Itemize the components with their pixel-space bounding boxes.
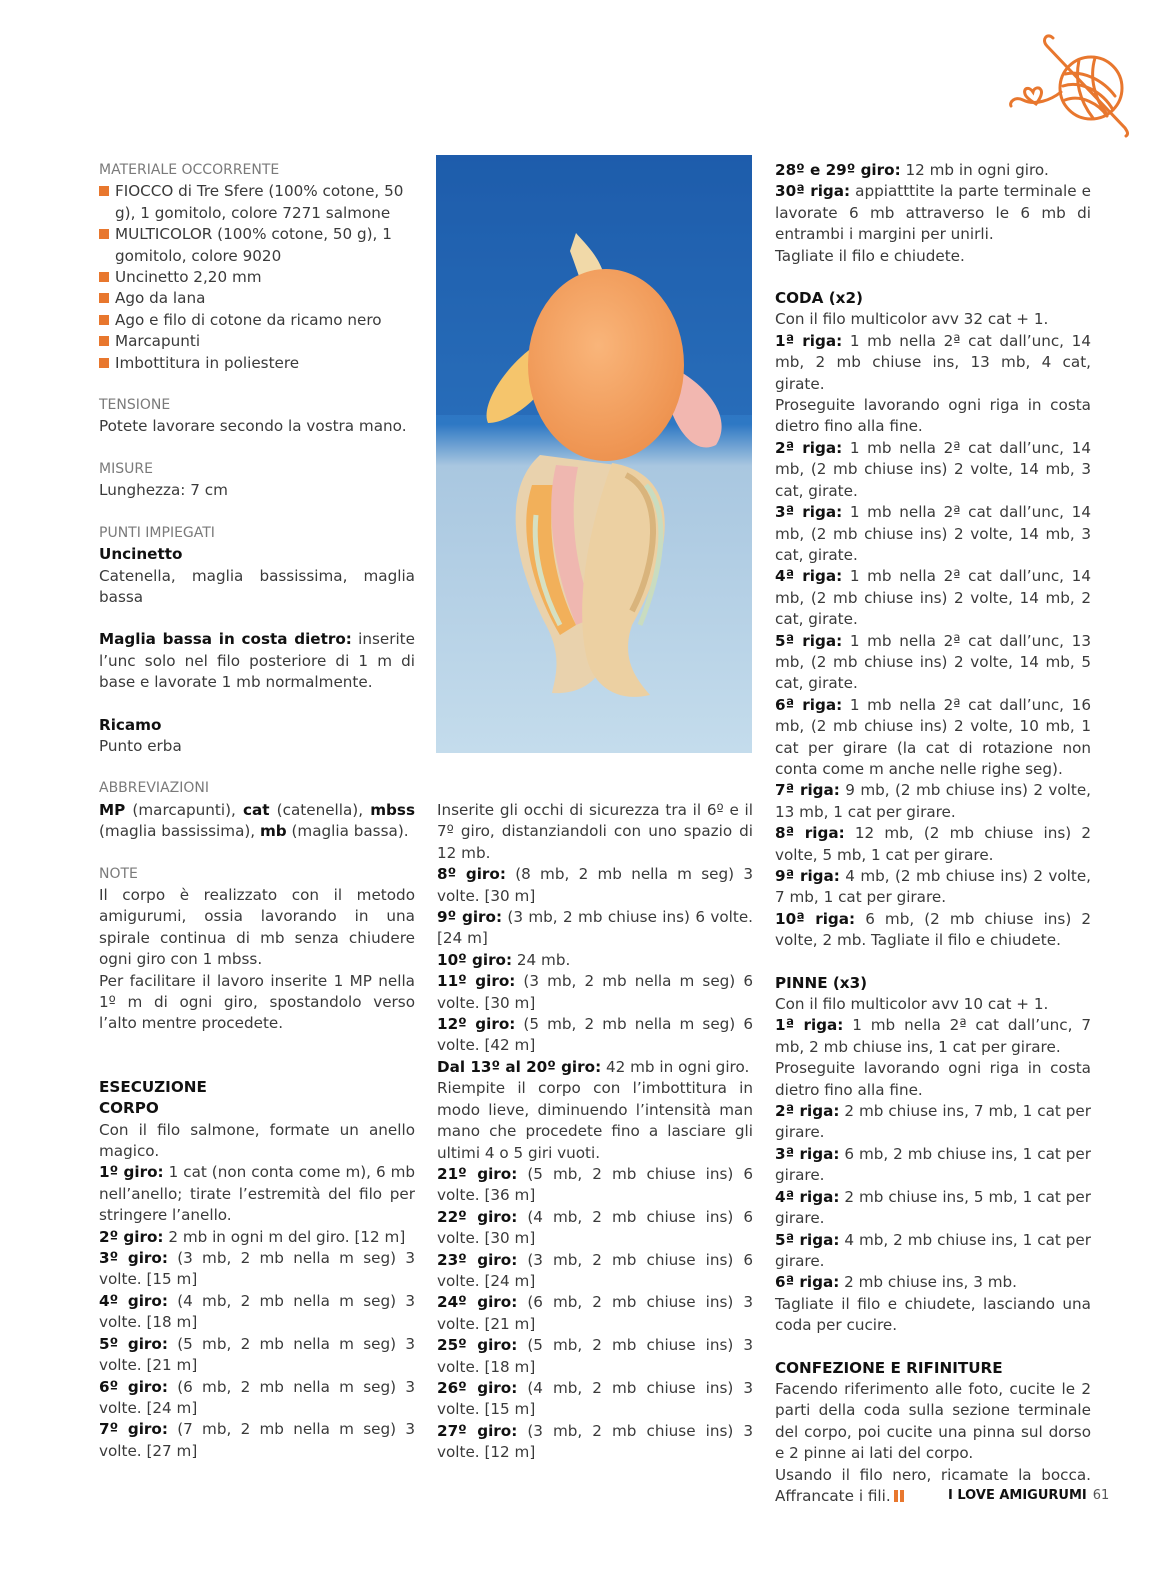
row-text: 2 mb chiuse ins, 7 mb, 1 cat per girare.: [775, 1102, 1092, 1142]
uncinetto-text: Catenella, maglia bassissima, maglia bassa: [99, 566, 415, 606]
abbrev-key: mb: [259, 822, 287, 841]
row-text: (3 mb, 2 mb chiuse ins) 3 volte. [12 m]: [437, 1421, 754, 1462]
pattern-row: [775, 1101, 1091, 1144]
row-text: 42 mb in ogni giro.: [601, 1057, 750, 1076]
yarn-ball-logo-icon: [1003, 30, 1135, 138]
column-left: [99, 160, 415, 1462]
punti-label: PUNTI IMPIEGATI: [99, 524, 215, 541]
row-text: (5 mb, 2 mb nella m seg) 6 volte. [42 m]: [437, 1015, 753, 1055]
misure-text: Lunghezza: 7 cm: [99, 481, 228, 500]
row-label: 3ª riga:: [775, 1144, 840, 1163]
note-label: NOTE: [99, 865, 138, 882]
row-text: 12 mb in ogni giro.: [900, 161, 1049, 179]
row-text: 1 mb nella 2ª cat dall’unc, 14 mb, (2 mb chiuse ins) 2 volte, 14 mb, 3 cat, girate.: [775, 438, 1092, 500]
tensione-text: Potete lavorare secondo la vostra mano.: [99, 417, 407, 436]
row-label: Dal 13º al 20º giro:: [437, 1057, 602, 1076]
pinne-heading: PINNE (x3): [775, 973, 868, 992]
row-text: (3 mb, 2 mb nella m seg) 6 volte. [30 m]: [437, 972, 753, 1012]
pattern-row: [437, 1057, 753, 1078]
esecuzione-heading: ESECUZIONE: [99, 1077, 207, 1096]
row-text: (4 mb, 2 mb nella m seg) 3 volte. [18 m]: [99, 1291, 415, 1332]
pattern-row: [775, 1187, 1091, 1230]
list-item: FIOCCO di Tre Sfere (100% cotone, 50 g), 1 gomitolo, colore 7271 salmone: [99, 181, 415, 224]
column-right: [775, 160, 1091, 1507]
confezione-heading: CONFEZIONE E RIFINITURE: [775, 1358, 1003, 1377]
abbrev-key: cat: [243, 800, 270, 819]
confezione-text: Facendo riferimento alle foto, cucite le 2 parti della coda sulla sezione terminale del corpo, poi cucite una pinna sul dorso e 2 pinne ai lati del corpo.: [775, 1379, 1091, 1463]
row-text: 4 mb, (2 mb chiuse ins) 2 volte, 7 mb, 1 cat per girare.: [775, 867, 1091, 907]
abbrev-key: mbss: [370, 800, 415, 819]
row-label: 25º giro:: [437, 1336, 518, 1355]
row-text: (3 mb, 2 mb nella m seg) 3 volte. [15 m]: [99, 1249, 415, 1289]
row-label: 6º giro:: [99, 1377, 168, 1396]
pattern-row: [775, 1272, 1091, 1293]
row-text: (3 mb, 2 mb chiuse ins) 6 volte. [24 m]: [437, 908, 753, 948]
row-text: 2 mb chiuse ins, 5 mb, 1 cat per girare.: [775, 1187, 1092, 1228]
row-label: 30ª riga:: [775, 182, 851, 201]
list-item: Marcapunti: [99, 331, 415, 352]
list-item: Imbottitura in poliestere: [99, 353, 415, 374]
end-mark-icon: [894, 1490, 898, 1502]
occhi-text: Inserite gli occhi di sicurezza tra il 6º e il 7º giro, distanziandoli con uno spazio di 12 mb.: [437, 801, 753, 862]
row-text: (6 mb, 2 mb chiuse ins) 3 volte. [21 m]: [437, 1293, 754, 1333]
row-label: 3º giro:: [99, 1249, 168, 1268]
pattern-row: [99, 1377, 415, 1420]
pattern-row: [437, 864, 753, 907]
row-text: 1 mb nella 2ª cat dall’unc, 14 mb, 2 mb chiuse ins, 13 mb, 4 cat, girate.: [775, 331, 1092, 393]
pattern-row: [99, 1291, 415, 1334]
tensione-label: TENSIONE: [99, 397, 171, 414]
pattern-row: [775, 1230, 1091, 1273]
row-text: 1 mb nella 2ª cat dall’unc, 14 mb, (2 mb chiuse ins) 2 volte, 14 mb, 2 cat, girate.: [775, 567, 1092, 629]
row-label: 21º giro:: [437, 1164, 518, 1183]
corpo-heading: CORPO: [99, 1099, 159, 1118]
row-label: 1ª riga:: [775, 1016, 844, 1035]
materiale-label: MATERIALE OCCORRENTE: [99, 162, 280, 178]
pattern-row: [99, 1227, 415, 1248]
row-label: 10ª riga:: [775, 909, 856, 928]
page-number: 61: [1092, 1488, 1110, 1503]
amigurumi-fish-photo: [436, 155, 752, 753]
pattern-row: [775, 502, 1091, 566]
pattern-row: [437, 971, 753, 1014]
row-label: 4ª riga:: [775, 567, 843, 586]
note-text: Per facilitare il lavoro inserite 1 MP nella 1º m di ogni giro, spostandolo verso l’alto mentre procedete.: [99, 971, 415, 1033]
row-label: 23º giro:: [437, 1250, 518, 1269]
ricamo-heading: Ricamo: [99, 715, 162, 734]
pattern-row: [775, 866, 1091, 909]
row-label: 22º giro:: [437, 1207, 518, 1226]
uncinetto-heading: Uncinetto: [99, 545, 183, 564]
row-label: 24º giro:: [437, 1293, 518, 1312]
row-label: 6ª riga:: [775, 1273, 840, 1292]
abbrev-value: (maglia bassissima),: [99, 822, 260, 841]
coda-prose: Proseguite lavorando ogni riga in costa dietro fino alla fine.: [775, 396, 1091, 436]
row-text: (5 mb, 2 mb chiuse ins) 3 volte. [18 m]: [437, 1336, 754, 1376]
row-text: 6 mb, (2 mb chiuse ins) 2 volte, 2 mb. Tagliate il filo e chiudete.: [775, 909, 1091, 950]
row-label: 26º giro:: [437, 1378, 518, 1397]
row-label: 2ª riga:: [775, 438, 843, 457]
row-text: (4 mb, 2 mb chiuse ins) 6 volte. [30 m]: [437, 1207, 754, 1248]
pattern-row: [437, 1164, 753, 1207]
materials-list: [99, 181, 415, 374]
pinne-end: Tagliate il filo e chiudete, lasciando una coda per cucire.: [775, 1294, 1091, 1335]
riempite-text: Riempite il corpo con l’imbottitura in modo lieve, diminuendo l’intensità man mano che procedete fino a lasciare gli ultimi 4 o 5 giri vuoti.: [437, 1079, 753, 1162]
row-text: 1 mb nella 2ª cat dall’unc, 14 mb, (2 mb chiuse ins) 2 volte, 14 mb, 3 cat, girate.: [775, 503, 1092, 564]
row-label: 1º giro:: [99, 1163, 164, 1182]
row-text: 1 mb nella 2ª cat dall’unc, 7 mb, 2 mb chiuse ins, 1 cat per girare.: [775, 1016, 1092, 1056]
abbrev-value: (maglia bassa).: [286, 822, 409, 841]
abbrev-value: (catenella),: [269, 800, 371, 819]
pinne-prose: Proseguite lavorando ogni riga in costa dietro fino alla fine.: [775, 1059, 1091, 1099]
magazine-name: I LOVE AMIGURUMI: [948, 1488, 1087, 1503]
row-label: 5ª riga:: [775, 1230, 840, 1249]
row-text: 2 mb in ogni m del giro. [12 m]: [163, 1227, 406, 1246]
row-text: 9 mb, (2 mb chiuse ins) 2 volte, 13 mb, 1 cat per girare.: [775, 781, 1091, 821]
row-text: (5 mb, 2 mb chiuse ins) 6 volte. [36 m]: [437, 1164, 754, 1205]
pattern-row: [437, 1014, 753, 1057]
row-text: 2 mb chiuse ins, 3 mb.: [839, 1273, 1017, 1292]
tagliate-text: Tagliate il filo e chiudete.: [775, 246, 965, 265]
row-text: (8 mb, 2 mb nella m seg) 3 volte. [30 m]: [437, 865, 753, 905]
end-mark-icon: [900, 1490, 904, 1502]
row-label: 9ª riga:: [775, 867, 840, 885]
pattern-row: [775, 566, 1091, 630]
list-item: Ago da lana: [99, 288, 415, 309]
pattern-row: [437, 1207, 753, 1250]
abbrev-key: MP: [99, 800, 126, 819]
row-label: 3ª riga:: [775, 503, 843, 522]
row-text: (7 mb, 2 mb nella m seg) 3 volte. [27 m]: [99, 1420, 415, 1460]
pattern-row: [99, 1334, 415, 1377]
abbreviazioni-text: [99, 800, 415, 843]
pattern-row: [437, 907, 753, 950]
row-text: 4 mb, 2 mb chiuse ins, 1 cat per girare.: [775, 1230, 1092, 1270]
row-text: (3 mb, 2 mb chiuse ins) 6 volte. [24 m]: [437, 1250, 754, 1290]
page-footer: [948, 1488, 1109, 1503]
pattern-row: [775, 780, 1091, 823]
row-label: 7ª riga:: [775, 781, 840, 800]
row-label: 28º e 29º giro:: [775, 161, 901, 179]
abbrev-value: (marcapunti),: [125, 800, 243, 819]
pattern-row: [775, 331, 1091, 395]
row-label: 1ª riga:: [775, 331, 843, 350]
row-text: (5 mb, 2 mb nella m seg) 3 volte. [21 m]: [99, 1334, 415, 1375]
row-label: 9º giro:: [437, 908, 503, 927]
abbreviazioni-label: ABBREVIAZIONI: [99, 780, 209, 797]
row-text: (6 mb, 2 mb nella m seg) 3 volte. [24 m]: [99, 1377, 415, 1417]
corpo-intro: Con il filo salmone, formate un anello magico.: [99, 1120, 415, 1161]
pattern-row: [775, 1015, 1091, 1058]
pattern-row: [437, 1378, 753, 1421]
coda-heading: CODA (x2): [775, 289, 863, 308]
pattern-row: [775, 823, 1091, 866]
pattern-row: [775, 438, 1091, 502]
pattern-row: [437, 1292, 753, 1335]
pattern-row: [775, 695, 1091, 781]
column-middle: [437, 800, 753, 1464]
row-label: 6ª riga:: [775, 695, 843, 714]
pattern-row: [437, 1421, 753, 1464]
list-item: Ago e filo di cotone da ricamo nero: [99, 310, 415, 331]
pattern-row: [437, 1335, 753, 1378]
pattern-row: [775, 631, 1091, 695]
pattern-row: [775, 160, 1091, 181]
pattern-row: [437, 1250, 753, 1293]
row-text: 1 mb nella 2ª cat dall’unc, 16 mb, (2 mb chiuse ins) 2 volte, 10 mb, 1 cat per girare (la cat di rotazione non conta come m anche nelle righe seg).: [775, 695, 1092, 778]
row-label: 12º giro:: [437, 1015, 516, 1034]
row-label: 2º giro:: [99, 1227, 164, 1246]
maglia-paragraph: [99, 629, 415, 693]
list-item: MULTICOLOR (100% cotone, 50 g), 1 gomitolo, colore 9020: [99, 224, 415, 267]
row-text: 1 mb nella 2ª cat dall’unc, 13 mb, (2 mb chiuse ins) 2 volte, 14 mb, 5 cat, girate.: [775, 631, 1092, 693]
row-label: 4ª riga:: [775, 1187, 840, 1206]
pinne-intro: Con il filo multicolor avv 10 cat + 1.: [775, 995, 1049, 1014]
pattern-row: [437, 950, 753, 971]
row-label: 27º giro:: [437, 1421, 518, 1440]
confezione-text: Usando il filo nero, ricamate la bocca. Affrancate i fili.: [775, 1465, 1091, 1505]
row-label: 11º giro:: [437, 972, 516, 991]
row-text: 24 mb.: [512, 950, 571, 969]
row-label: 5º giro:: [99, 1334, 168, 1353]
note-text: Il corpo è realizzato con il metodo amigurumi, ossia lavorando in una spirale continua di mb senza chiudere ogni giro con 1 mbss.: [99, 885, 415, 969]
list-item: Uncinetto 2,20 mm: [99, 267, 415, 288]
row-text: 1 cat (non conta come m), 6 mb nell’anello; tirate l’estremità del filo per stringere l’anello.: [99, 1163, 416, 1225]
pattern-row: [99, 1419, 415, 1462]
row-text: 6 mb, 2 mb chiuse ins, 1 cat per girare.: [775, 1144, 1092, 1185]
row-text: appiatttite la parte terminale e lavorate 6 mb attraverso le 6 mb di entrambi i margini per unirli.: [775, 182, 1091, 244]
row-label: 5ª riga:: [775, 631, 843, 650]
misure-label: MISURE: [99, 460, 153, 477]
ricamo-text: Punto erba: [99, 736, 182, 755]
row-label: 2ª riga:: [775, 1102, 840, 1121]
row-label: 10º giro:: [437, 950, 513, 969]
row-label: 8ª riga:: [775, 824, 845, 843]
maglia-text: inserite l’unc solo nel filo posteriore di 1 m di base e lavorate 1 mb normalmente.: [99, 630, 415, 692]
pattern-row: [775, 181, 1091, 245]
pattern-row: [775, 1144, 1091, 1187]
row-text: 12 mb, (2 mb chiuse ins) 2 volte, 5 mb, 1 cat per girare.: [775, 824, 1092, 864]
coda-intro: Con il filo multicolor avv 32 cat + 1.: [775, 310, 1049, 329]
maglia-heading: Maglia bassa in costa dietro:: [99, 630, 352, 649]
row-label: 7º giro:: [99, 1420, 168, 1439]
pattern-row: [99, 1162, 415, 1226]
pattern-row: [775, 909, 1091, 952]
row-label: 8º giro:: [437, 865, 506, 884]
row-text: (4 mb, 2 mb chiuse ins) 3 volte. [15 m]: [437, 1378, 754, 1419]
pattern-row: [99, 1248, 415, 1291]
row-label: 4º giro:: [99, 1291, 168, 1310]
